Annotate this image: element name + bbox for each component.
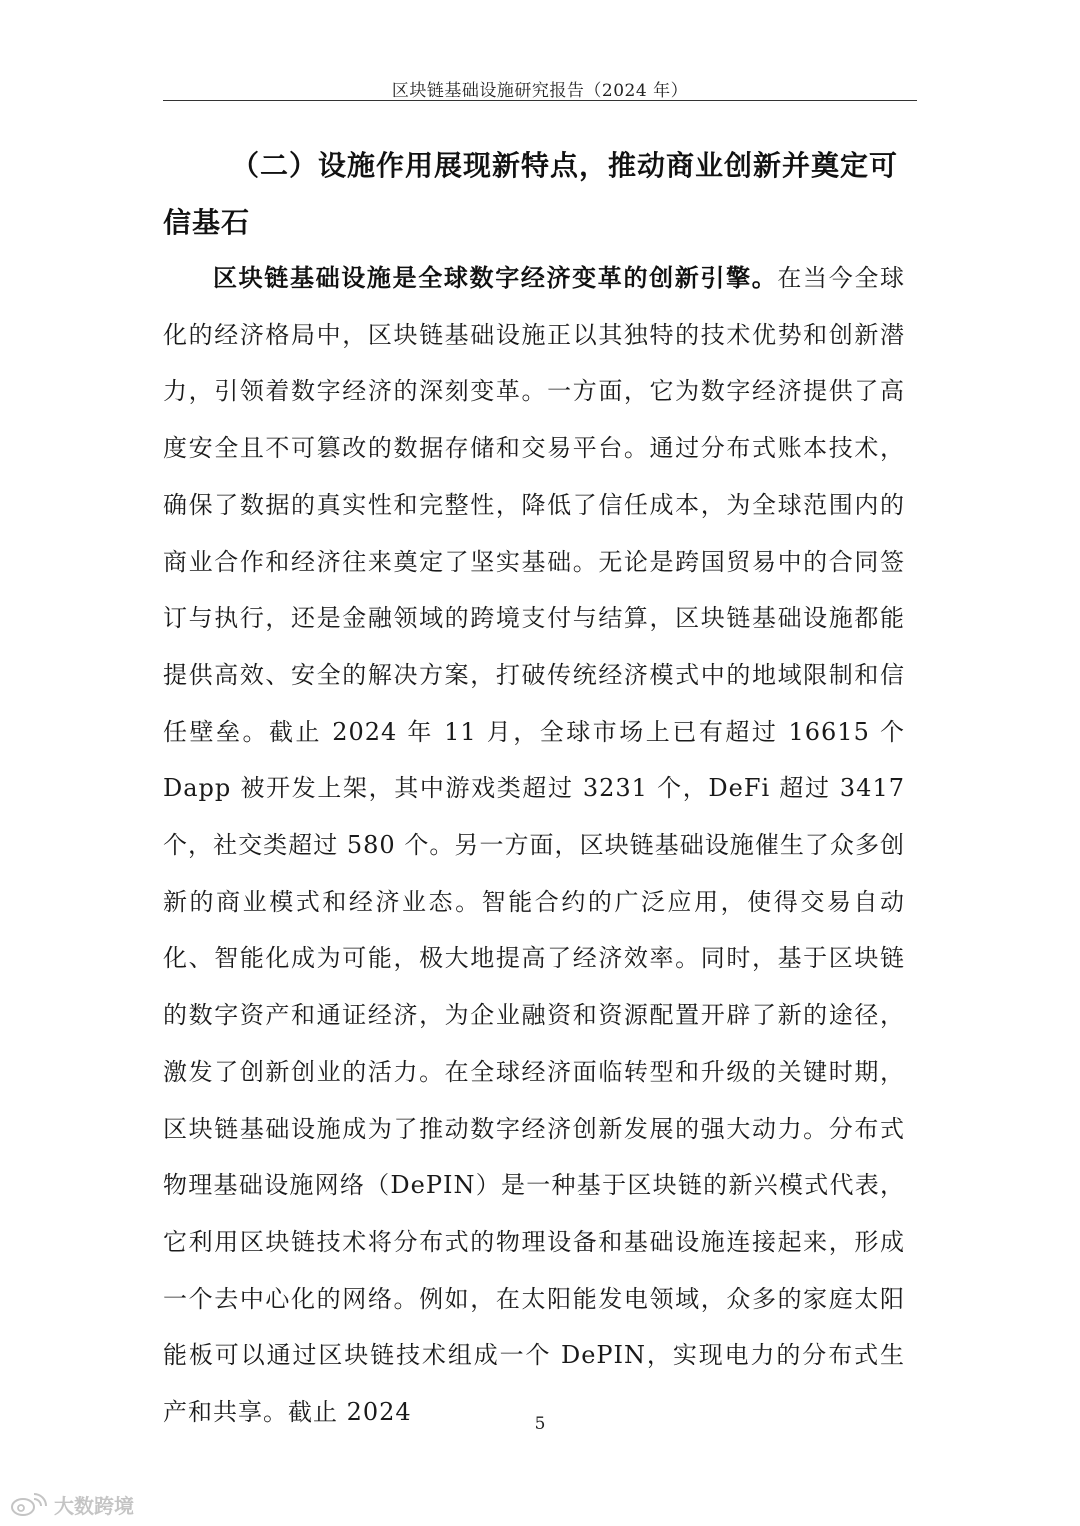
body-paragraph xyxy=(163,250,905,1441)
paragraph-lead-sentence: 区块链基础设施是全球数字经济变革的创新引擎。 xyxy=(213,264,778,292)
header-divider xyxy=(163,100,917,101)
page-number: 5 xyxy=(534,1414,546,1434)
watermark xyxy=(10,1490,134,1519)
watermark-text: 大数跨境 xyxy=(54,1494,134,1518)
section-heading: （二）设施作用展现新特点，推动商业创新并奠定可信基石 xyxy=(163,149,899,239)
weibo-logo-icon xyxy=(10,1493,50,1517)
running-header: 区块链基础设施研究报告（2024 年） xyxy=(391,81,689,101)
paragraph-body-text: 在当今全球化的经济格局中，区块链基础设施正以其独特的技术优势和创新潜力，引领着数字经济的深刻变革。一方面，它为数字经济提供了高度安全且不可篡改的数据存储和交易平台。通过分布式账本技术，确保了数据的真实性和完整性，降低了信任成本，为全球范围内的商业合作和经济往来奠定了坚实基础。无论是跨国贸易中的合同签订与执行，还是金融领域的跨境支付与结算，区块链基础设施都能提供高效、安全的解决方案，打破传统经济模式中的地域限制和信任壁垒。截止 2024 年 11 月，全球市场上已有超过 16615 个 Dapp 被开发上架，其中游戏类超过 3231 个，DeFi 超过 3417 个，社交类超过 580 个。另一方面，区块链基础设施催生了众多创新的商业模式和经济业态。智能合约的广泛应用，使得交易自动化、智能化成为可能，极大地提高了经济效率。同时，基于区块链的数字资产和通证经济，为企业融资和资源配置开辟了新的途径，激发了创新创业的活力。在全球经济面临转型和升级的关键时期，区块链基础设施成为了推动数字经济创新发展的强大动力。分布式物理基础设施网络（DePIN）是一种基于区块链的新兴模式代表，它利用区块链技术将分布式的物理设备和基础设施连接起来，形成一个去中心化的网络。例如，在太阳能发电领域，众多的家庭太阳能板可以通过区块链技术组成一个 DePIN，实现电力的分布式生产和共享。截止 2024 xyxy=(163,264,906,1427)
